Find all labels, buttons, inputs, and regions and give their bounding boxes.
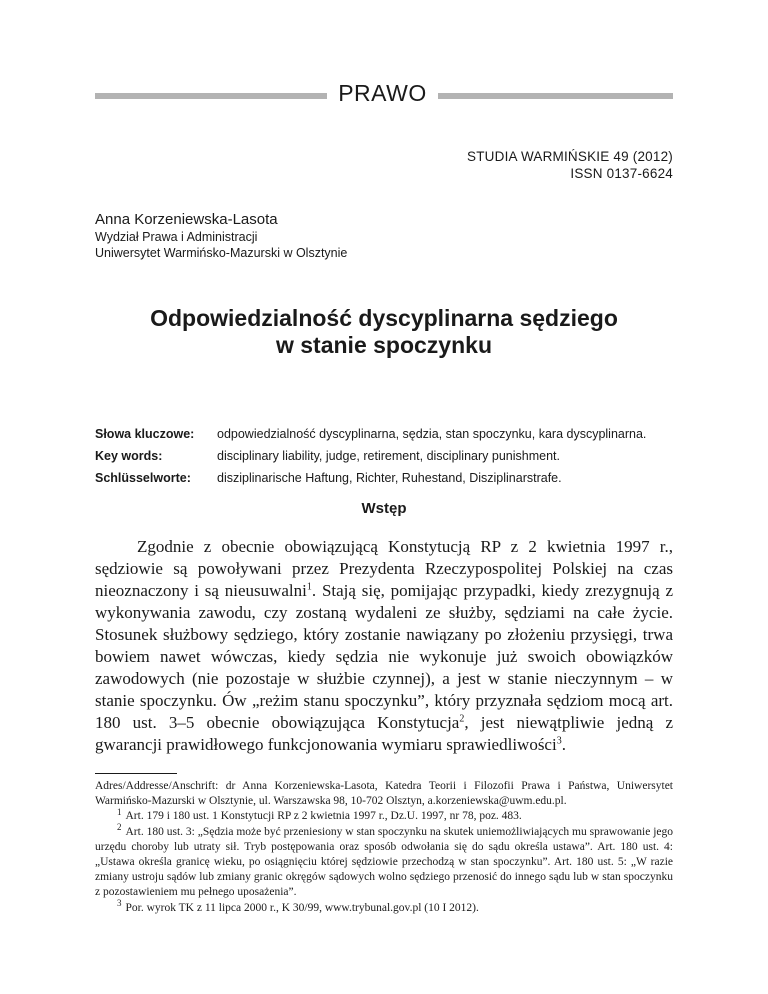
author-name: Anna Korzeniewska-Lasota: [95, 211, 278, 228]
keywords-label: Key words:: [95, 449, 163, 463]
title-line-2: w stanie spoczynku: [275, 332, 492, 358]
intro-text: , jest niewątpliwie jedną z gwarancji prawidłowego funkcjonowania wymiaru sprawiedliwości: [95, 713, 673, 754]
footnote-1: [95, 806, 673, 824]
footnote-3: [95, 897, 673, 916]
keywords-value: odpowiedzialność dyscyplinarna, sędzia, stan spoczynku, kara dyscyplinarna.: [217, 427, 647, 441]
footnote-ref-3[interactable]: 3: [556, 735, 562, 747]
author-address: Adres/Addresse/Anschrift: dr Anna Korzeniewska-Lasota, Katedra Teorii i Filozofii Prawa i Państwa, Uniwersytet Warmińsko-Mazurski w Olsztynie, ul. Warszawska 98, 10-702 Olsztyn, a.korzeniewska@uwm.edu.pl.: [95, 780, 673, 808]
footnote-ref-1[interactable]: 1: [306, 581, 312, 593]
intro-text: . Stają się, pomijając przypadki, kiedy zrezygnują z wykonywania zawodu, czy zostaną wydaleni ze służby, sędziami na całe życie. Stosunek służbowy sędziego, który zostanie nawiązany po złożeniu przysięgi, trwa bowiem nawet wówczas, kiedy sędzia nie wykonuje już swoich obowiązków zawodowych (nie pozostaje w służbie czynnej), a jest w stanie nieczynnym – w stanie spoczynku. Ów „reżim stanu spoczynku”, który przyznała sędziom mocą art. 180 ust. 3–5 obecnie obowiązująca Konstytucja: [95, 581, 673, 732]
title-line-1: Odpowiedzialność dyscyplinarna sędziego: [150, 305, 618, 331]
journal-issn: ISSN 0137-6624: [570, 166, 673, 181]
section-heading-intro: Wstęp: [361, 500, 407, 517]
keywords-row-en: [95, 448, 673, 464]
journal-info: [467, 148, 673, 182]
header-rule-left: [95, 93, 327, 99]
keywords-row-pl: [95, 426, 673, 442]
intro-text: Zgodnie z obecnie obowiązującą Konstytucją RP z 2 kwietnia 1997 r., sędziowie są powoływani przez Prezydenta Rzeczypospolitej Polskiej na czas nieoznaczony i są nieusuwalni: [95, 537, 673, 600]
footnote-number: 1: [117, 806, 122, 817]
keywords-value: disciplinary liability, judge, retirement, disciplinary punishment.: [217, 449, 560, 463]
footnote-divider: [95, 773, 177, 774]
intro-paragraph: [95, 536, 673, 756]
section-header: [95, 80, 673, 110]
footnote-2: [95, 821, 673, 901]
keywords-label: Słowa kluczowe:: [95, 427, 195, 441]
footnote-text: Art. 179 i 180 ust. 1 Konstytucji RP z 2 kwietnia 1997 r., Dz.U. 1997, nr 78, poz. 483.: [125, 810, 522, 823]
author-university: Uniwersytet Warmińsko-Mazurski w Olsztynie: [95, 246, 348, 260]
keywords-block: [95, 426, 673, 492]
intro-text: .: [561, 735, 566, 754]
author-department: Wydział Prawa i Administracji: [95, 230, 258, 244]
footnote-number: 2: [117, 821, 122, 832]
keywords-row-de: [95, 470, 673, 486]
journal-name: STUDIA WARMIŃSKIE 49 (2012): [467, 149, 673, 164]
author-block: [95, 210, 347, 261]
footnote-text: Por. wyrok TK z 11 lipca 2000 r., K 30/99, www.trybunal.gov.pl (10 I 2012).: [125, 901, 479, 914]
article-title: [95, 305, 673, 359]
footnotes: [95, 779, 673, 916]
footnote-text: Art. 180 ust. 3: „Sędzia może być przeniesiony w stan spoczynku na skutek uniemożliwiających mu sprawowanie jego urzędu choroby lub utraty sił. Tryb postępowania oraz sposób odwołania się do sądu określa ustawa”. Art. 180 ust. 4: „Ustawa określa granicę wieku, po osiągnięciu której sędziowie przechodzą w stan spoczynku”. Art. 180 ust. 5: „W razie zmiany ustroju sądów lub zmiany granic okręgów sądowych wolno sędziego przenosić do innego sądu lub w stan spoczynku z pozostawieniem mu pełnego uposażenia”.: [95, 825, 673, 899]
header-rule-right: [438, 93, 673, 99]
footnote-number: 3: [117, 897, 122, 908]
keywords-label: Schlüsselworte:: [95, 471, 191, 485]
keywords-value: disziplinarische Haftung, Richter, Ruhestand, Disziplinarstrafe.: [217, 471, 562, 485]
footnote-ref-2[interactable]: 2: [459, 713, 465, 725]
section-title: PRAWO: [338, 80, 427, 106]
